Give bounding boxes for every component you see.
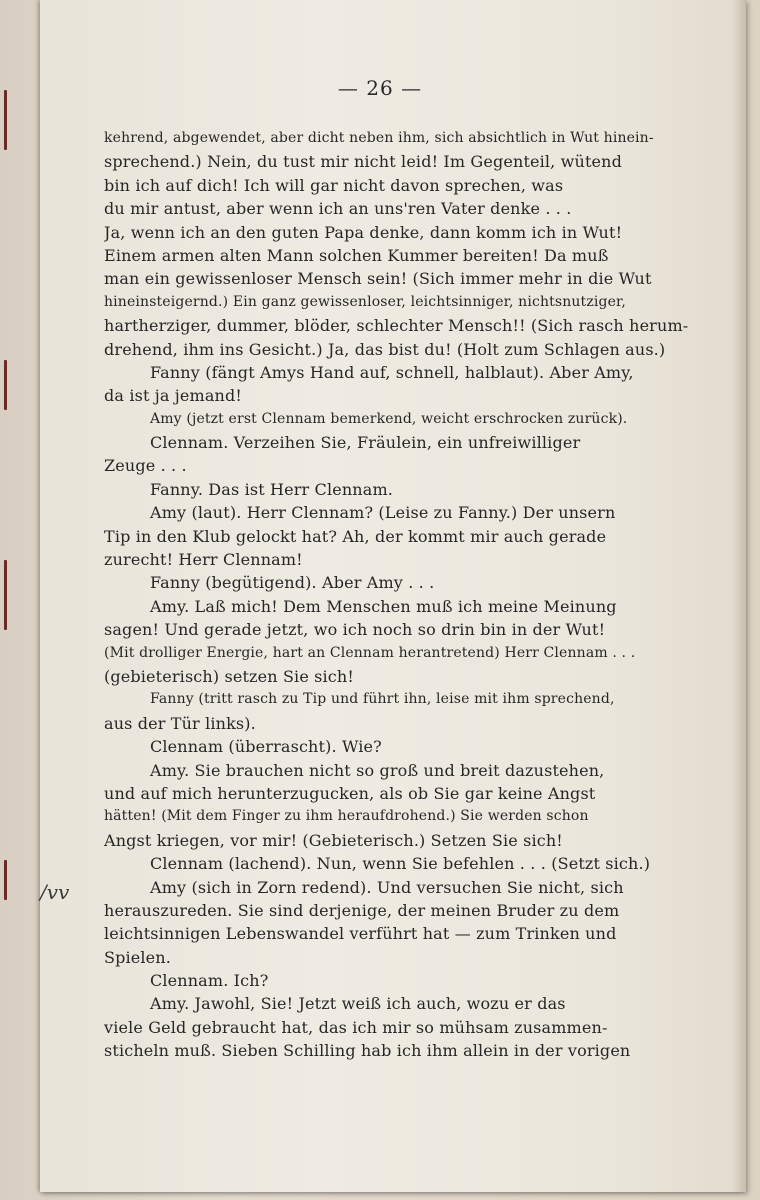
binding-mark [4, 360, 7, 410]
text-line: da ist ja jemand! [104, 386, 242, 406]
speaker-line: Amy (laut). Herr Clennam? (Leise zu Fanny.) Der unsern [150, 503, 616, 523]
text-line: hartherziger, dummer, blöder, schlechter Mensch!! (Sich rasch herum- [104, 316, 689, 336]
speaker-line: Fanny (fängt Amys Hand auf, schnell, halblaut). Aber Amy, [150, 362, 634, 382]
speaker-line: Clennam (lachend). Nun, wenn Sie befehlen . . . (Setzt sich.) [150, 854, 651, 874]
binding-mark [4, 560, 7, 630]
text-line: und auf mich herunterzugucken, als ob Sie gar keine Angst [104, 783, 596, 803]
text-line: hätten! (Mit dem Finger zu ihm heraufdrohend.) Sie werden schon [104, 808, 589, 825]
text-line: man ein gewissenloser Mensch sein! (Sich immer mehr in die Wut [104, 269, 652, 289]
text-line: bin ich auf dich! Ich will gar nicht davon sprechen, was [104, 175, 564, 195]
page-number: — 26 — [337, 76, 423, 100]
text-line: sticheln muß. Sieben Schilling hab ich ihm allein in der vorigen [104, 1041, 631, 1061]
speaker-line: Fanny (begütigend). Aber Amy . . . [150, 573, 435, 593]
text-line: viele Geld gebraucht hat, das ich mir so mühsam zusammen- [104, 1017, 608, 1037]
text-line: Tip in den Klub gelockt hat? Ah, der kommt mir auch gerade [104, 526, 607, 546]
speaker-line: Amy (sich in Zorn redend). Und versuchen Sie nicht, sich [150, 877, 624, 897]
text-line: du mir antust, aber wenn ich an uns'ren Vater denke . . . [104, 199, 572, 219]
text-line: herauszureden. Sie sind derjenige, der meinen Bruder zu dem [104, 900, 620, 920]
text-line: Ja, wenn ich an den guten Papa denke, dann komm ich in Wut! [104, 222, 623, 242]
text-line: hineinsteigernd.) Ein ganz gewissenloser, leichtsinniger, nichtsnutziger, [104, 293, 626, 310]
speaker-line: Clennam (überrascht). Wie? [150, 737, 382, 757]
speaker-line: Amy (jetzt erst Clennam bemerkend, weicht erschrocken zurück). [150, 410, 628, 427]
margin-annotation: /vv [40, 880, 70, 904]
speaker-line: Fanny. Das ist Herr Clennam. [150, 479, 393, 499]
script-text [104, 127, 702, 1063]
speaker-line: Amy. Laß mich! Dem Menschen muß ich meine Meinung [150, 596, 617, 616]
text-line: sprechend.) Nein, du tust mir nicht leid! Im Gegenteil, wütend [104, 152, 623, 172]
speaker-line: Amy. Sie brauchen nicht so groß und breit dazustehen, [150, 760, 605, 780]
binding-mark [4, 860, 7, 900]
text-line: drehend, ihm ins Gesicht.) Ja, das bist du! (Holt zum Schlagen aus.) [104, 339, 666, 359]
text-line: Spielen. [104, 947, 171, 967]
page-edge-shadow [732, 0, 746, 1192]
text-line: Angst kriegen, vor mir! (Gebieterisch.) Setzen Sie sich! [104, 830, 563, 850]
text-line: sagen! Und gerade jetzt, wo ich noch so drin bin in der Wut! [104, 620, 606, 640]
speaker-line: Amy. Jawohl, Sie! Jetzt weiß ich auch, wozu er das [150, 994, 566, 1014]
speaker-line: Clennam. Verzeihen Sie, Fräulein, ein unfreiwilliger [150, 433, 581, 453]
text-line: Einem armen alten Mann solchen Kummer bereiten! Da muß [104, 245, 609, 265]
text-line: kehrend, abgewendet, aber dicht neben ihm, sich absichtlich in Wut hinein- [104, 130, 654, 146]
speaker-line: Fanny (tritt rasch zu Tip und führt ihn, leise mit ihm sprechend, [150, 691, 615, 708]
text-line: Zeuge . . . [104, 456, 187, 476]
text-line: (gebieterisch) setzen Sie sich! [104, 666, 354, 686]
speaker-line: Clennam. Ich? [150, 971, 269, 991]
text-line: zurecht! Herr Clennam! [104, 550, 303, 570]
text-line: leichtsinnigen Lebenswandel verführt hat — zum Trinken und [104, 924, 617, 944]
text-line: aus der Tür links). [104, 713, 256, 733]
text-line: (Mit drolliger Energie, hart an Clennam herantretend) Herr Clennam . . . [104, 644, 636, 661]
